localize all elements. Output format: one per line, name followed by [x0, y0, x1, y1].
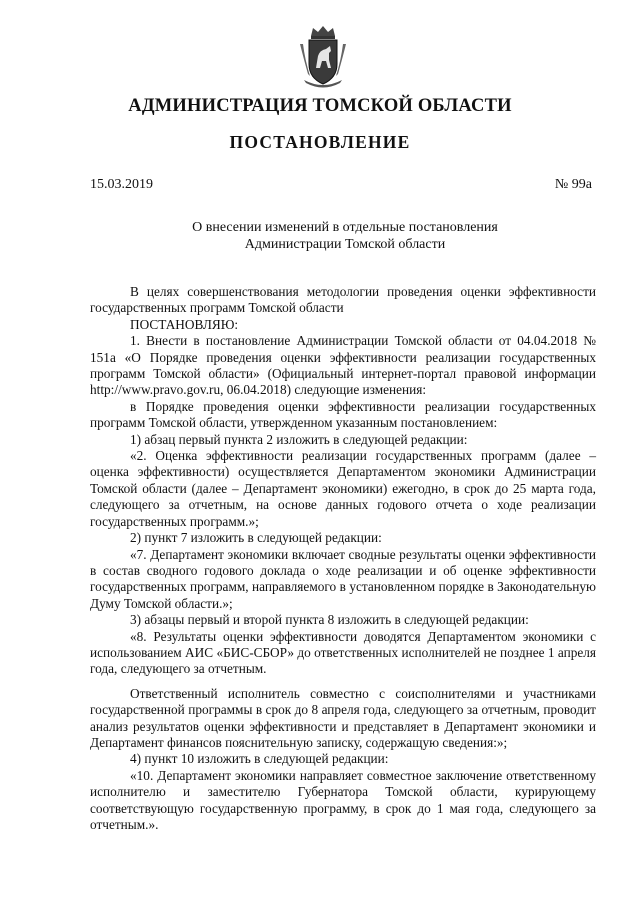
body-paragraph: в Порядке проведения оценки эффективности реализации государственных программ Томской области, утвержденном указанным постановлением: [90, 398, 596, 431]
document-body [90, 284, 596, 833]
subject-line: Администрации Томской области [244, 237, 446, 252]
body-paragraph: В целях совершенствования методологии проведения оценки эффективности государственных программ Томской области [90, 284, 596, 316]
document-subject [0, 219, 640, 253]
body-paragraph: 2) пункт 7 изложить в следующей редакции: [130, 530, 382, 546]
body-paragraph: 4) пункт 10 изложить в следующей редакции: [130, 751, 389, 767]
body-paragraph: 1) абзац первый пункта 2 изложить в следующей редакции: [130, 431, 468, 447]
body-paragraph: «2. Оценка эффективности реализации государственных программ (далее – оценка эффективности) осуществляется Департаментом экономики Администрации Томской области (далее – Департамент экономики) ежегодно, в срок до 25 марта года, следующего за отчетным, на основе данных годового отчета о ходе реализации государственных программ.»; [90, 448, 596, 529]
body-paragraph: Ответственный исполнитель совместно с соисполнителями и участниками государственной программы в срок до 8 апреля года, следующего за отчетным, проводит анализ результатов оценки эффективности и представляет в Департамент экономики и Департамент финансов пояснительную записку, содержащую сведения:»; [90, 685, 596, 750]
document-number: № 99а [554, 177, 592, 192]
coat-of-arms-icon [296, 24, 350, 88]
organization-title: АДМИНИСТРАЦИЯ ТОМСКОЙ ОБЛАСТИ [128, 96, 512, 116]
subject-line: О внесении изменений в отдельные постановления [192, 220, 498, 235]
body-paragraph: ПОСТАНОВЛЯЮ: [130, 316, 239, 332]
body-paragraph: «7. Департамент экономики включает сводные результаты оценки эффективности в состав сводного годового доклада о ходе реализации и об оценке эффективности государственных программ, направляемого в установленном порядке в Законодательную Думу Томской области.»; [90, 546, 596, 611]
document-type-title: ПОСТАНОВЛЕНИЕ [229, 132, 411, 152]
body-paragraph: 1. Внести в постановление Администрации Томской области от 04.04.2018 № 151а «О Порядке проведения оценки эффективности реализации государственных программ Томской области» (Официальный интернет-портал правовой информации http://www.pravo.gov.ru, 06.04.2018) следующие изменения: [90, 333, 596, 398]
document-date: 15.03.2019 [90, 177, 153, 192]
body-paragraph: 3) абзацы первый и второй пункта 8 изложить в следующей редакции: [130, 612, 529, 628]
body-paragraph: «8. Результаты оценки эффективности доводятся Департаментом экономики с использованием АИС «БИС-СБОР» до ответственных исполнителей не позднее 1 апреля года, следующего за отчетным. [90, 628, 596, 677]
body-paragraph: «10. Департамент экономики направляет совместное заключение ответственному исполнителю и заместителю Губернатора Томской области, курирующему соответствующую государственную программу, в срок до 1 мая года, следующего за отчетным.». [90, 767, 596, 832]
